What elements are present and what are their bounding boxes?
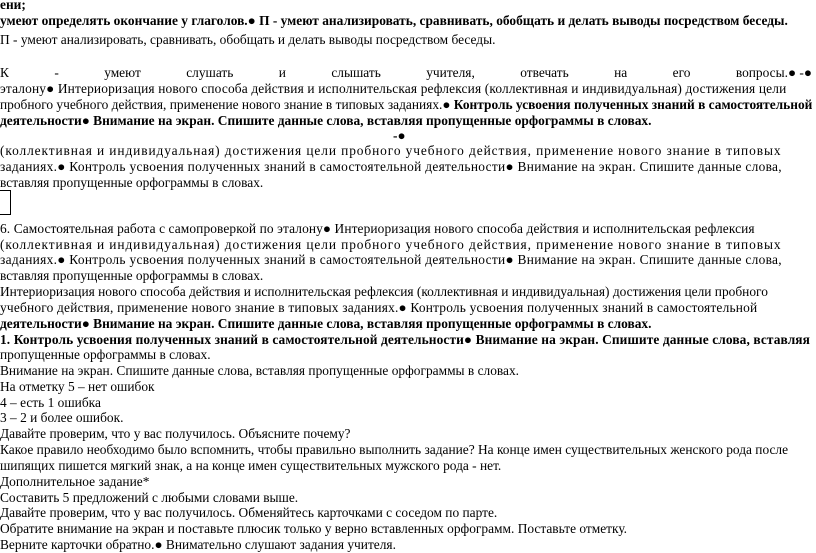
word: учителя, (426, 65, 475, 80)
text-line-2: умеют определять окончание у глаголов.● П - умеют анализировать, сравнивать, обобщать и делать выводы посредством беседы. (0, 13, 788, 28)
text-line-17: учебного действия, применение нового знание в типовых заданиях.● Контроль усвоения полученных знаний в самостоятельной (0, 300, 758, 315)
text-line-6-part-b: ● Контроль усвоения полученных знаний в самостоятельной (442, 97, 813, 112)
word: умеют (104, 65, 141, 80)
word: слышать (331, 65, 381, 80)
text-line-8: -● (393, 128, 406, 143)
text-line-16: Интериоризация нового способа действия и исполнительская рефлексия (коллективная и индивидуальная) достижения цели пробного (0, 284, 768, 299)
text-line-11: вставляя пропущенные орфограммы в словах. (0, 175, 264, 190)
text-line-22: На отметку 5 – нет ошибок (0, 379, 155, 394)
text-line-23: 4 – есть 1 ошибка (0, 395, 101, 410)
text-line-10: заданиях.● Контроль усвоения полученных знаний в самостоятельной деятельности● Внимание на экран. Спишите данные слова, (0, 159, 782, 174)
text-line-7: деятельности● Внимание на экран. Спишите данные слова, вставляя пропущенные орфограммы в словах. (0, 113, 652, 128)
empty-bracket-box (0, 190, 11, 215)
text-line-28: Дополнительное задание* (0, 474, 150, 489)
text-line-20: пропущенные орфограммы в словах. (0, 347, 211, 362)
word: и (278, 65, 286, 80)
text-line-9: (коллективная и индивидуальная) достижения цели пробного учебного действия, применение нового знание в типовых (0, 143, 782, 158)
text-line-26: Какое правило необходимо было вспомнить, чтобы правильно выполнить задание? На конце имен существительных женского рода после (0, 442, 789, 457)
text-line-12: 6. Самостоятельная работа с самопроверкой по эталону● Интериоризация нового способа действия и исполнительская рефлексия (0, 221, 755, 236)
text-line-29: Составить 5 предложений с любыми словами выше. (0, 490, 299, 505)
text-line-6 (0, 97, 816, 113)
text-line-5: эталону● Интериоризация нового способа действия и исполнительская рефлексия (коллективная и индивидуальная) достижения цели (0, 81, 787, 96)
text-line-19: 1. Контроль усвоения полученных знаний в самостоятельной деятельности● Внимание на экран. Спишите данные слова, вставляя (0, 332, 810, 347)
text-line-24: 3 – 2 и более ошибок. (0, 410, 124, 425)
text-line-3: П - умеют анализировать, сравнивать, обобщать и делать выводы посредством беседы. (0, 32, 496, 47)
text-line-21: Внимание на экран. Спишите данные слова, вставляя пропущенные орфограммы в словах. (0, 363, 520, 378)
word: слушать (186, 65, 234, 80)
word: вопросы.● -● (735, 65, 812, 80)
word: - (54, 65, 59, 80)
text-line-14: заданиях.● Контроль усвоения полученных знаний в самостоятельной деятельности● Внимание на экран. Спишите данные слова, (0, 252, 782, 267)
text-line-32: Верните карточки обратно.● Внимательно слушают задания учителя. (0, 537, 396, 552)
word: его (672, 65, 691, 80)
text-line-15: вставляя пропущенные орфограммы в словах. (0, 268, 264, 283)
word: К (0, 65, 9, 80)
text-line-27: шипящих пишется мягкий знак, а на конце имен существительных мужского рода - нет. (0, 458, 502, 473)
text-line-4-justified (0, 65, 812, 81)
text-line-30: Давайте проверим, что у вас получилось. Обменяйтесь карточками с соседом по парте. (0, 505, 498, 520)
text-line-1: ени; (0, 0, 26, 12)
word: на (614, 65, 628, 80)
text-line-13: (коллективная и индивидуальная) достижения цели пробного учебного действия, применение нового знание в типовых (0, 237, 782, 252)
word: отвечать (520, 65, 569, 80)
text-line-31: Обратите внимание на экран и поставьте плюсик только у верно вставленных орфограмм. Поставьте отметку. (0, 521, 628, 536)
text-line-6-part-a: пробного учебного действия, применение нового знание в типовых заданиях. (0, 97, 443, 112)
text-line-25: Давайте проверим, что у вас получилось. Объясните почему? (0, 426, 351, 441)
text-line-18: деятельности● Внимание на экран. Спишите данные слова, вставляя пропущенные орфограммы в словах. (0, 316, 652, 331)
